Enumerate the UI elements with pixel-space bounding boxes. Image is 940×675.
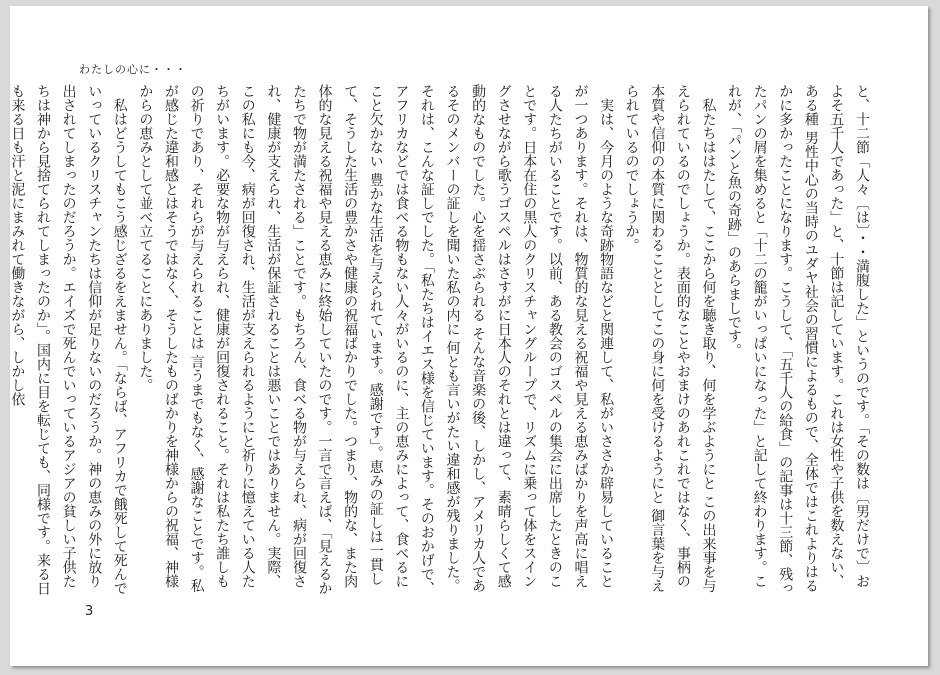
paragraph: 私はどうしてもこう感じざるをえません。「ならば、アフリカで餓死して死んでいっているクリスチャンたちは信仰が足りないのだろうか。神の恵みの外に放り出されてしまったのだろうか。エイズで死んでいっているアジアの貧しい子供たちは神から見捨てられてしまったのか」。国内に目を転じても、同様です。来る日も来る日も汗と泥にまみれて働きながら、しかし依 [9, 84, 128, 595]
paragraph: 実は、今月のような奇跡物語などと関連して、私がいささか辟易していることが一つあります。それは、物質的な見える祝福や見える恵みばかりを声高に唱える人たちがいることです。以前、ある教会のゴスペルの集会に出席したときのことです。日本在住の黒人のクリスチャングループで、リズムに乗って体をスイングさせながら歌うゴスペルはさすがに日本人のそれとは違って、素晴らしくて感動的なものでした。心を揺さぶられる そんな音楽の後、しかし、アメリカ人であるそのメンバーの証しを聞いた私の内に 何とも言いがたい違和感が残りました。それは、こんな証しでした。「私たちはイエス様を信じています。そのおかげで、アフリカなどでは食べる物もない人々がいるのに、主の恵みによって、食べるにこと欠かない 豊かな生活を与えられています。感謝です」。恵みの証しは一貫して、そうした生活の豊かさや健康の祝福ばかりでした。つまり、物的な、また肉体的な見える祝福や見える恵みに終始していたのです。一言で言えば、「見えるかたちで物が満たされる」ことです。もちろん、食べる物が与えられ、病が回復され、健康が支えられ、生活が保証されることは悪いことではありません。実際、この私にも今、病が回復され、生活が支えられるようにと祈りに憶えている人たちがいます。必要な物が与えられ、健康が回復されること。それは私たち誰しもの祈りであり、それらが与えられることは 言うまでもなく、感謝なことです。私が感じた違和感とはそうではなく、そうしたものばかりを神様からの祝福、神様からの恵みとして並べ立てることにありました。 [137, 84, 615, 595]
paragraph: 私たちははたして、ここから何を聴き取り、何を学ぶようにと この出来事を与えられているのでしょうか。表面的なことやおまけのあれこれではなく、事柄の本質や信仰の本質に関わることとしてこの身に何を受けるようにと 御言葉を与えられているのでしょうか。 [623, 84, 717, 593]
document-page [10, 6, 928, 666]
paragraph: と、十二節「人々〔は〕・・満腹した」というのです。「その数は〔男だけで〕およそ五千人であった」と、十節は記しています。これは女性や子供を数えない、ある種 男性中心の当時のユダヤ社会の習慣によるもので、全体ではこれよりはるかに多かったことになります。こうして、「五千人の給食」の記事は十三節、残ったパンの屑を集めると「十二の籠がいっぱいになった」と記して終わります。これが、「パンと魚の奇跡」のあらましです。 [726, 84, 870, 595]
page-number: 3 [85, 604, 94, 619]
vertical-body-text [9, 84, 874, 598]
running-header: わたしの心に・・・ [79, 63, 187, 76]
